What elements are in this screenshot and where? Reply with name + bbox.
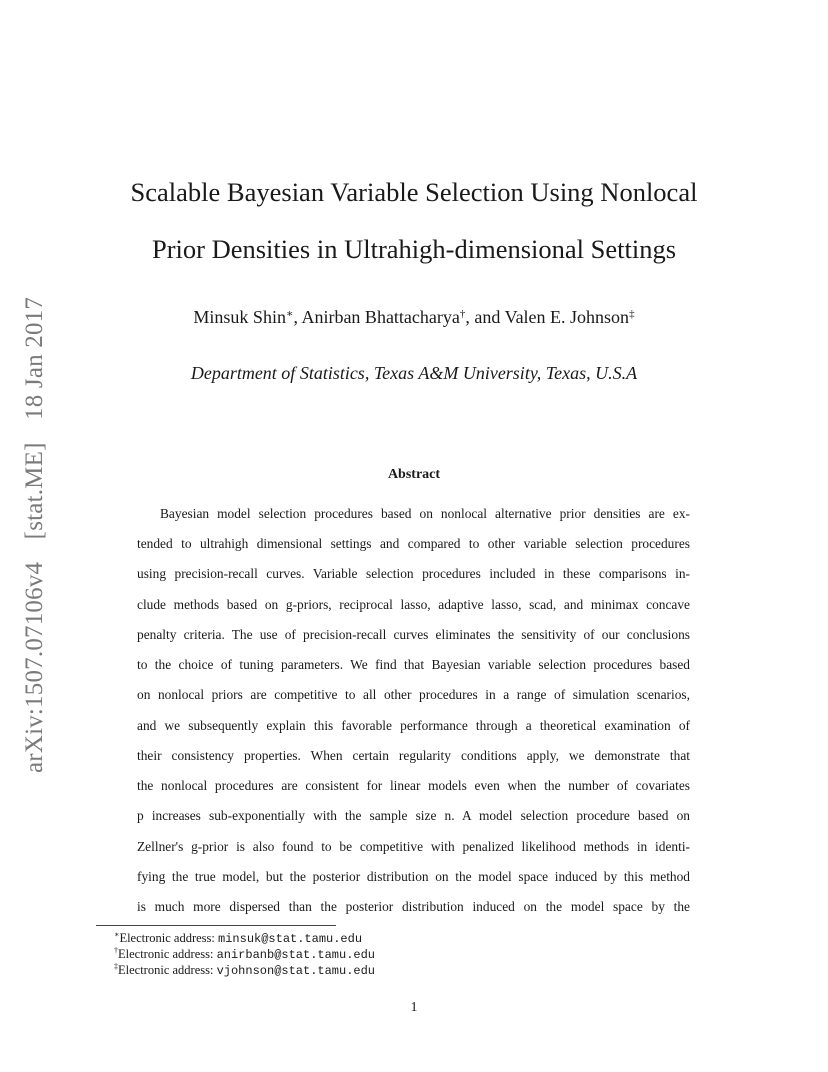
- footnote-label: Electronic address:: [118, 963, 217, 977]
- author-footnote-mark: †: [459, 308, 466, 320]
- paper-title-line-1: Scalable Bayesian Variable Selection Using Nonlocal: [130, 177, 698, 207]
- email-link[interactable]: minsuk@stat.tamu.edu: [218, 932, 363, 946]
- abstract-line: their consistency properties. When certain regularity conditions apply, we demonstrate that: [137, 748, 690, 763]
- footnote-mark: †: [114, 946, 118, 955]
- email-link[interactable]: anirbanb@stat.tamu.edu: [216, 948, 376, 962]
- abstract-line: penalty criteria. The use of precision-recall curves eliminates the sensitivity of our conclusions: [137, 627, 690, 642]
- abstract-line: to the choice of tuning parameters. We find that Bayesian variable selection procedures based: [137, 657, 690, 672]
- abstract-line: Bayesian model selection procedures based on nonlocal alternative prior densities are ex-: [160, 506, 690, 521]
- arxiv-identifier: arXiv:1507.07106v4: [21, 561, 48, 773]
- abstract-line: fying the true model, but the posterior distribution on the model space induced by this method: [137, 869, 690, 884]
- abstract-line: and we subsequently explain this favorable performance through a theoretical examination of: [137, 718, 690, 733]
- footnote-label: Electronic address:: [119, 931, 219, 945]
- author-footnote-mark: ‡: [629, 308, 635, 320]
- author-footnote-mark: ∗: [285, 308, 294, 320]
- footnote-mark: ‡: [114, 962, 118, 971]
- footnote: [114, 930, 362, 947]
- footnote: [114, 946, 375, 963]
- arxiv-date: 18 Jan 2017: [21, 296, 48, 420]
- author-name: Minsuk Shin: [193, 307, 286, 327]
- author-separator: , and: [465, 307, 505, 327]
- arxiv-stamp: [10, 273, 60, 773]
- arxiv-category: [stat.ME]: [21, 442, 48, 540]
- author-list: [0, 305, 828, 329]
- abstract-line: p increases sub-exponentially with the sample size n. A model selection procedure based on: [137, 808, 690, 823]
- footnote-label: Electronic address:: [118, 947, 217, 961]
- abstract-line: clude methods based on g-priors, reciprocal lasso, adaptive lasso, scad, and minimax concave: [137, 597, 690, 612]
- abstract-line: Zellner's g-prior is also found to be competitive with penalized likelihood methods in identi-: [137, 839, 690, 854]
- page-number: 1: [410, 1000, 418, 1015]
- affiliation: Department of Statistics, Texas A&M University, Texas, U.S.A: [190, 363, 638, 383]
- abstract-line: tended to ultrahigh dimensional settings and compared to other variable selection procedures: [137, 536, 690, 551]
- author-name: Anirban Bhattacharya: [301, 307, 460, 327]
- author-name: Valen E. Johnson: [504, 307, 630, 327]
- abstract-heading: Abstract: [387, 467, 441, 482]
- abstract-line: the nonlocal procedures are consistent for linear models even when the number of covariates: [137, 778, 690, 793]
- abstract-line: using precision-recall curves. Variable selection procedures included in these comparisons in-: [137, 566, 690, 581]
- paper-title-line-2: Prior Densities in Ultrahigh-dimensional Settings: [151, 234, 677, 264]
- footnote: [114, 962, 375, 979]
- abstract-line: on nonlocal priors are competitive to all other procedures in a range of simulation scenarios,: [137, 687, 690, 702]
- footnote-divider: [96, 925, 336, 926]
- author-separator: ,: [293, 307, 302, 327]
- email-link[interactable]: vjohnson@stat.tamu.edu: [216, 964, 376, 978]
- footnote-mark: ∗: [114, 930, 120, 939]
- abstract-line: is much more dispersed than the posterior distribution induced on the model space by the: [137, 899, 690, 914]
